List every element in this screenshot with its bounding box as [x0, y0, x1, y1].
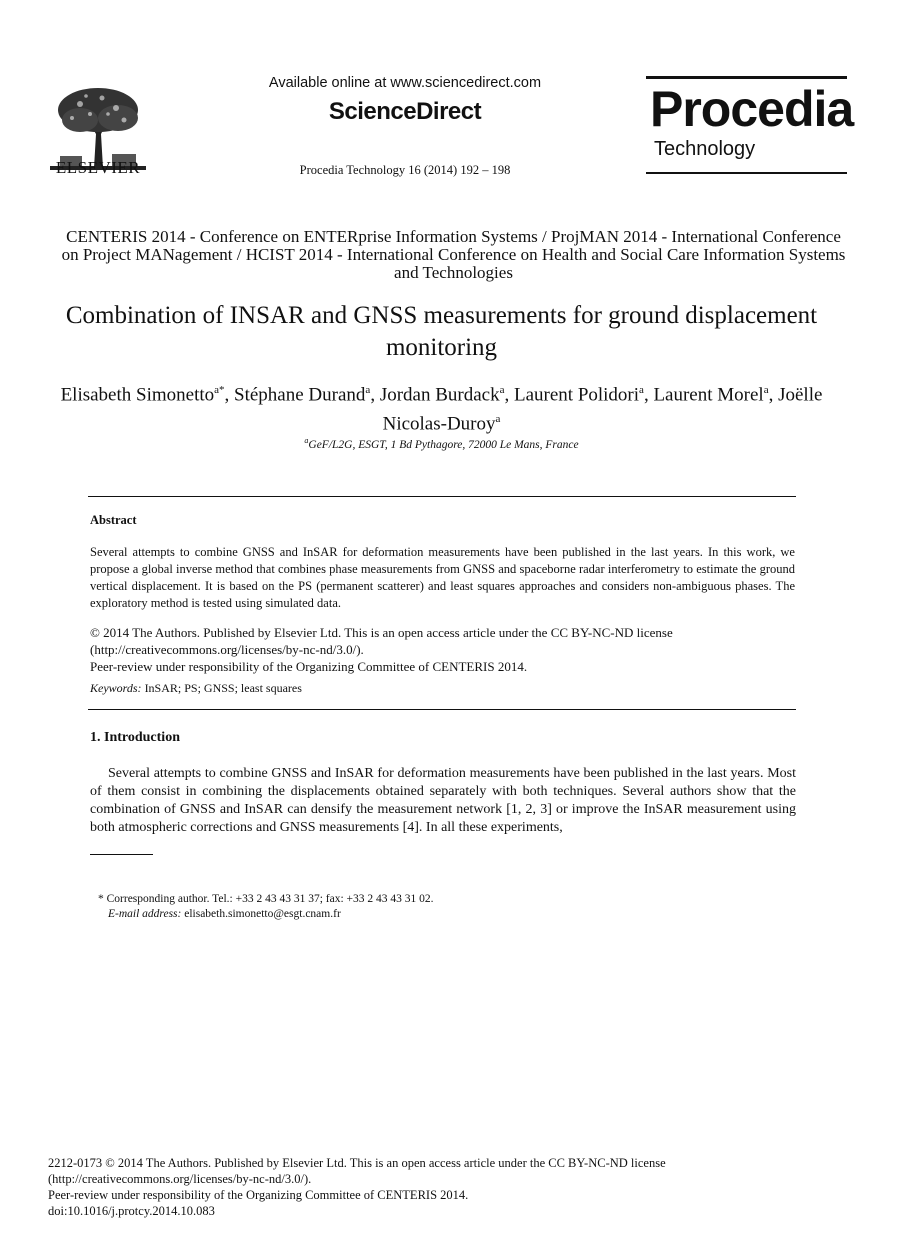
abstract-bottom-rule: [88, 709, 796, 710]
paper-title: Combination of INSAR and GNSS measurements for ground displacement monitoring: [65, 302, 818, 361]
abstract-heading: Abstract: [90, 513, 137, 527]
author-name: Joëlle Nicolas-Duroy: [382, 384, 823, 435]
author-list: Elisabeth Simonetto$^{a*}$, Stéphane Durand$^a$, Jordan Burdack$^a$, Laurent Polidori$^a$, Laurent Morel$^a$, Joëlle Nicolas-Duroy$^a$: [60, 384, 823, 435]
affiliation-text: GeF/L2G, ESGT, 1 Bd Pythagore, 72000 Le Mans, France: [308, 438, 579, 451]
procedia-top-rule: [646, 76, 847, 79]
author-affil-mark: a: [639, 384, 644, 396]
author-name: Jordan Burdack: [379, 384, 500, 406]
author-name: Elisabeth Simonetto: [60, 384, 215, 406]
section-heading-introduction: 1. Introduction: [90, 730, 180, 745]
procedia-bottom-rule: [646, 172, 847, 174]
author-affil-mark: a: [763, 384, 769, 396]
corresponding-author-note: * Corresponding author. Tel.: +33 2 43 43 31 37; fax: +33 2 43 43 31 02.: [98, 893, 434, 905]
author-affil-mark: a: [365, 384, 371, 396]
author-name: Laurent Morel: [653, 384, 764, 406]
sciencedirect-logo: ScienceDirect: [328, 98, 482, 125]
footer-peer-review: Peer-review under responsibility of the Organizing Committee of CENTERIS 2014.: [48, 1188, 469, 1202]
keywords-text: InSAR; PS; GNSS; least squares: [144, 681, 302, 695]
affiliation-mark: a: [304, 436, 309, 445]
author-affil-mark: a*: [214, 384, 225, 396]
procedia-subtitle: Technology: [654, 138, 756, 160]
footer-copyright: 2212-0173 © 2014 The Authors. Published by Elsevier Ltd. This is an open access article under the CC BY-NC-ND license: [48, 1156, 666, 1170]
author-name: Laurent Polidori: [513, 384, 640, 406]
conference-name: CENTERIS 2014 - Conference on ENTERprise Information Systems / ProjMAN 2014 - International Conference on Project MANagement / HCIST 2014 - International Conference on Health and Social Care Information Systems and Technologies: [61, 227, 846, 282]
license-link[interactable]: (http://creativecommons.org/licenses/by-nc-nd/3.0/).: [90, 642, 364, 657]
copyright-text: © 2014 The Authors. Published by Elsevier Ltd. This is an open access article under the CC BY-NC-ND license: [90, 625, 673, 640]
copyright-block: [90, 624, 795, 675]
peer-review-text: Peer-review under responsibility of the Organizing Committee of CENTERIS 2014.: [90, 659, 528, 674]
author-affil-mark: a: [495, 413, 501, 426]
email-address[interactable]: elisabeth.simonetto@esgt.cnam.fr: [184, 908, 341, 920]
procedia-logo: Procedia: [650, 81, 854, 137]
journal-citation: Procedia Technology 16 (2014) 192 – 198: [299, 163, 511, 177]
footer-doi[interactable]: doi:10.1016/j.protcy.2014.10.083: [48, 1204, 215, 1218]
author-affil-mark: a: [499, 384, 505, 396]
abstract-top-rule: [88, 496, 796, 497]
page-footer: [48, 1155, 828, 1219]
keywords-label: Keywords:: [90, 681, 142, 695]
email-note: [108, 908, 341, 920]
author-name: Stéphane Durand: [234, 384, 366, 406]
affiliation: [60, 436, 823, 451]
footer-license-link[interactable]: (http://creativecommons.org/licenses/by-nc-nd/3.0/).: [48, 1172, 312, 1186]
abstract-body: Several attempts to combine GNSS and InSAR for deformation measurements have been published in the last years. In this work, we propose a global inverse method that combines phase measurements from GNSS and spaceborne radar interferometry to estimate the ground vertical displacement. It is based on the PS (permanent scatterer) and least squares approaches and considers non-ambiguous phases. The exploratory method is tested using simulated data.: [90, 545, 795, 610]
elsevier-wordmark: ELSEVIER: [55, 158, 141, 177]
email-label: E-mail address:: [108, 908, 182, 920]
introduction-body: Several attempts to combine GNSS and InSAR for deformation measurements have been published in the last years. Most of them consist in combining the displacements obtained separately with both techniques. Several authors show that the combination of GNSS and InSAR can densify the measurement network [1, 2, 3] or improve the InSAR measurement using both atmospheric corrections and GNSS measurements [4]. In all these experiments,: [90, 766, 796, 835]
available-online-text[interactable]: Available online at www.sciencedirect.com: [268, 75, 542, 91]
keywords-line: [90, 681, 795, 696]
footnote-rule: [90, 854, 153, 855]
